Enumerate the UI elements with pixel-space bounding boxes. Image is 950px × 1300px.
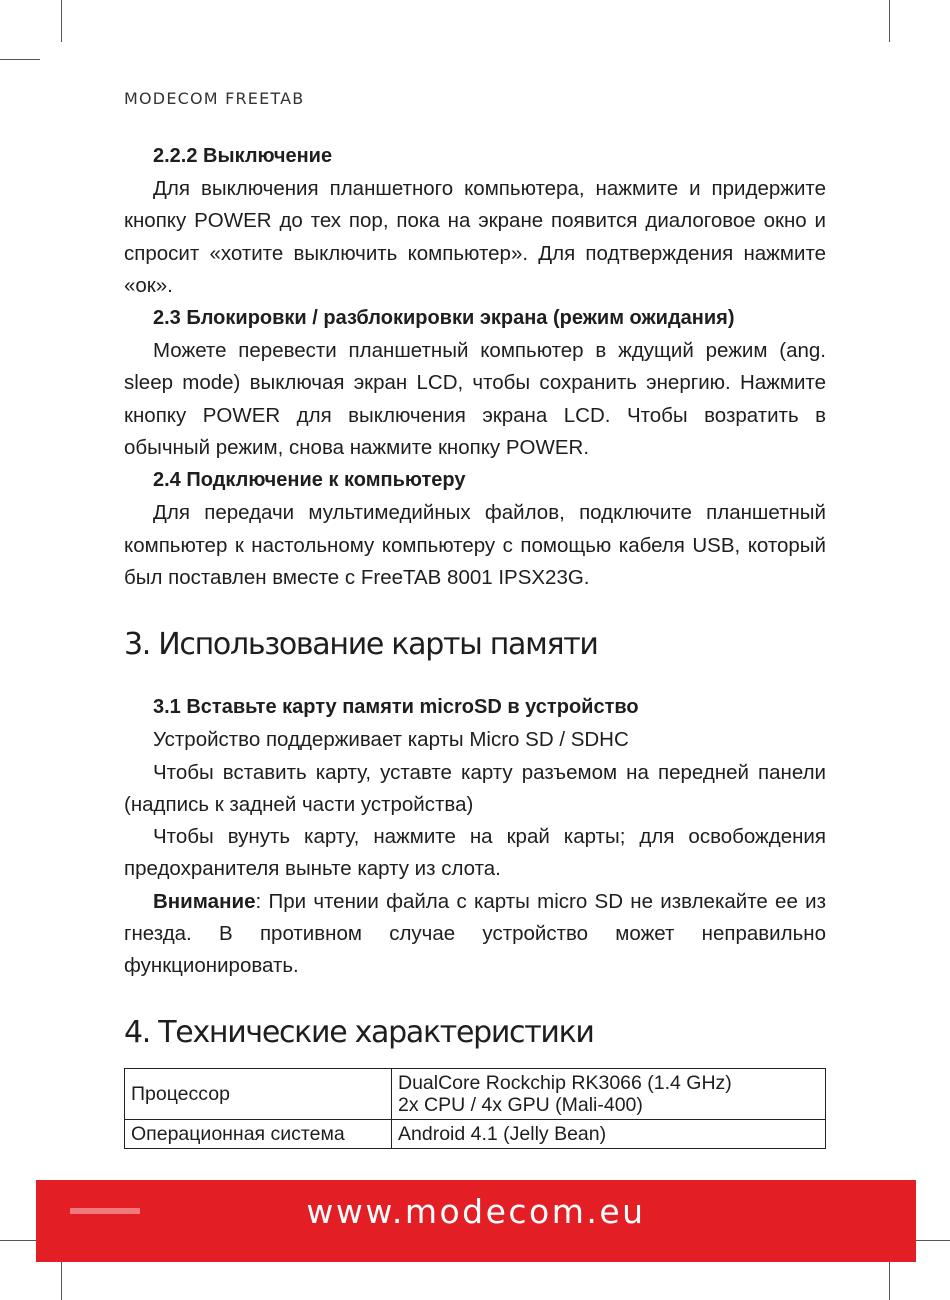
- spec-value-cpu-line1: DualCore Rockchip RK3066 (1.4 GHz): [398, 1071, 732, 1094]
- running-header: MODECOM FREETAB: [124, 89, 305, 108]
- section-3-1-p2: Чтобы вставить карту, уставте карту разъемом на передней панели (надпись к задней части устройства): [124, 760, 826, 816]
- spec-key-cpu: Процессор: [125, 1068, 392, 1119]
- spec-key-os: Операционная система: [125, 1119, 392, 1148]
- section-2-4-title: 2.4 Подключение к компьютеру: [153, 469, 466, 492]
- section-2-2-2-title: 2.2.2 Выключение: [153, 145, 333, 167]
- crop-mark-bottom-left-h: [0, 1240, 40, 1241]
- crop-mark-top-right: [889, 0, 890, 42]
- chapter-3-title: 3. Использование карты памяти: [124, 627, 598, 663]
- spec-value-os: Android 4.1 (Jelly Bean): [392, 1119, 826, 1148]
- section-2-2-2-text: Для выключения планшетного компьютера, нажмите и придержите кнопку POWER до тех пор, пока на экране появится диалоговое окно и спросит «хотите выключить компьютер». Для подтверждения нажмите «ок».: [124, 177, 826, 297]
- section-3-1-title: 3.1 Вставьте карту памяти microSD в устройство: [153, 696, 639, 719]
- footer-url: www.modecom.eu: [306, 1192, 646, 1231]
- warning-label: Внимание: [153, 889, 256, 913]
- crop-mark-top-left: [61, 0, 62, 42]
- warning-text: : При чтении файла с карты micro SD не извлекайте ее из гнезда. В противном случае устройство может неправильно функционировать.: [124, 889, 826, 978]
- section-3-1-p3: Чтобы вунуть карту, нажмите на край карты; для освобождения предохранителя выньте карту из слота.: [124, 825, 826, 881]
- specs-table: [124, 1068, 826, 1149]
- spec-value-cpu-line2: 2x CPU / 4x GPU (Mali-400): [398, 1093, 643, 1116]
- crop-mark-bottom-right-h: [912, 1240, 950, 1241]
- crop-mark-bottom-left: [61, 1262, 62, 1300]
- spec-value-cpu: [392, 1068, 826, 1119]
- table-row: [125, 1119, 826, 1148]
- section-2-3-text: Можете перевести планшетный компьютер в ждущий режим (ang. sleep mode) выключая экран LCD, чтобы сохранить энергию. Нажмите кнопку POWER для выключения экрана LCD. Чтобы возратить в обычный режим, снова нажмите кнопку POWER.: [124, 339, 826, 460]
- chapter-4-title: 4. Технические характеристики: [124, 1014, 594, 1050]
- crop-mark-top-left-h: [0, 59, 40, 60]
- page-content: [124, 140, 826, 1149]
- section-2-4-text: Для передачи мультимедийных файлов, подключите планшетный компьютер к настольному компьютеру с помощью кабеля USB, который был поставлен вместе с FreeTAB 8001 IPSX23G.: [124, 501, 826, 589]
- table-row: [125, 1068, 826, 1119]
- section-3-1-warning: [124, 886, 826, 983]
- section-2-3-title: 2.3 Блокировки / разблокировки экрана (режим ожидания): [153, 307, 735, 330]
- section-3-1-p1: Устройство поддерживает карты Micro SD / SDHC: [153, 728, 629, 752]
- footer-band: [36, 1180, 916, 1262]
- crop-mark-bottom-right: [889, 1262, 890, 1300]
